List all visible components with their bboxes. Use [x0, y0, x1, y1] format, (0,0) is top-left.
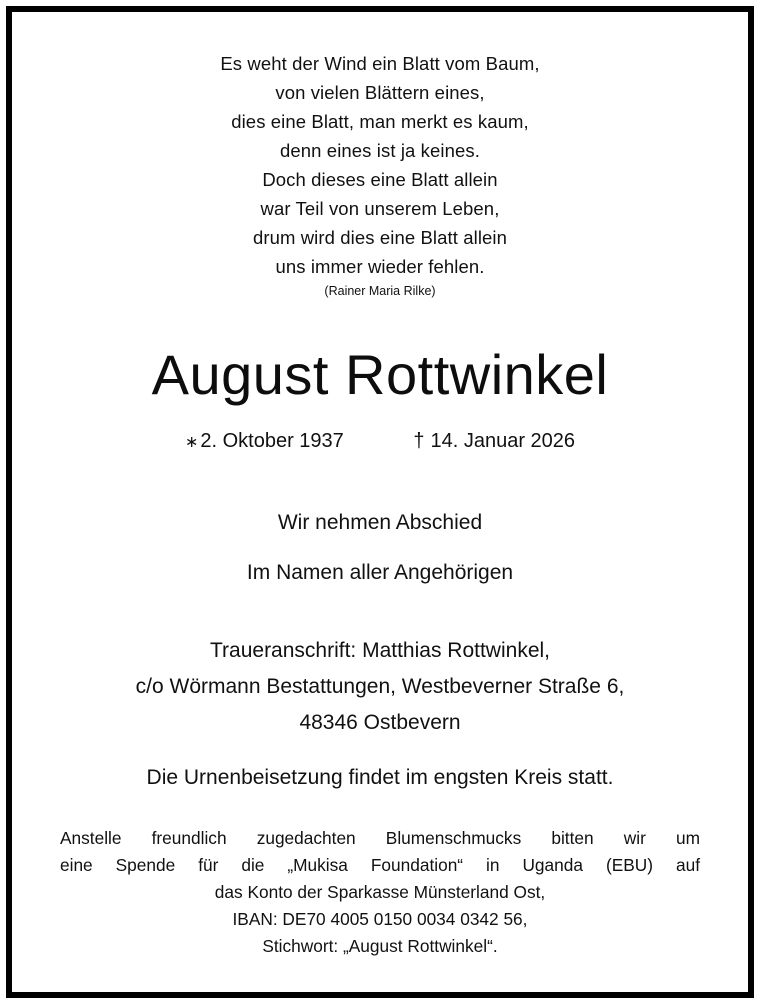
- donation-request: [60, 825, 700, 960]
- birth-date-group: [185, 430, 344, 453]
- obituary-content: [12, 12, 748, 992]
- donation-line: IBAN: DE70 4005 0150 0034 0342 56,: [232, 909, 528, 929]
- poem-line: uns immer wieder fehlen.: [275, 256, 485, 277]
- death-date-group: [413, 430, 575, 453]
- donation-line: Stichwort: „August Rottwinkel“.: [262, 936, 498, 956]
- poem-line: von vielen Blättern eines,: [275, 82, 485, 103]
- poem-line: war Teil von unserem Leben,: [260, 198, 500, 219]
- address-line: c/o Wörmann Bestattungen, Westbeverner Straße 6,: [135, 675, 625, 698]
- on-behalf-text: Im Namen aller Angehörigen: [246, 561, 514, 584]
- birth-asterisk-icon: ∗: [184, 434, 199, 451]
- death-cross-icon: †: [413, 430, 425, 452]
- poem-line: drum wird dies eine Blatt allein: [252, 227, 508, 248]
- birth-date: 2. Oktober 1937: [200, 430, 344, 452]
- obituary-frame: [6, 6, 754, 998]
- donation-line: Anstelle freundlich zugedachten Blumenschmucks bitten wir um: [60, 828, 700, 848]
- death-date: 14. Januar 2026: [430, 430, 576, 452]
- life-dates: [12, 430, 748, 453]
- poem-attribution: (Rainer Maria Rilke): [324, 284, 436, 298]
- farewell-text: Wir nehmen Abschied: [277, 511, 483, 534]
- donation-line: eine Spende für die „Mukisa Foundation“ in Uganda (EBU) auf: [60, 855, 700, 875]
- poem: [12, 49, 748, 281]
- address-line: 48346 Ostbevern: [299, 711, 461, 734]
- poem-line: Doch dieses eine Blatt allein: [262, 169, 498, 190]
- donation-line: das Konto der Sparkasse Münsterland Ost,: [214, 882, 546, 902]
- deceased-name: August Rottwinkel: [151, 343, 609, 406]
- poem-line: denn eines ist ja keines.: [280, 140, 480, 161]
- mourning-address: [12, 633, 748, 741]
- address-line: Traueranschrift: Matthias Rottwinkel,: [209, 639, 550, 662]
- burial-note: Die Urnenbeisetzung findet im engsten Kreis statt.: [146, 766, 614, 789]
- poem-line: dies eine Blatt, man merkt es kaum,: [231, 111, 529, 132]
- poem-line: Es weht der Wind ein Blatt vom Baum,: [220, 53, 540, 74]
